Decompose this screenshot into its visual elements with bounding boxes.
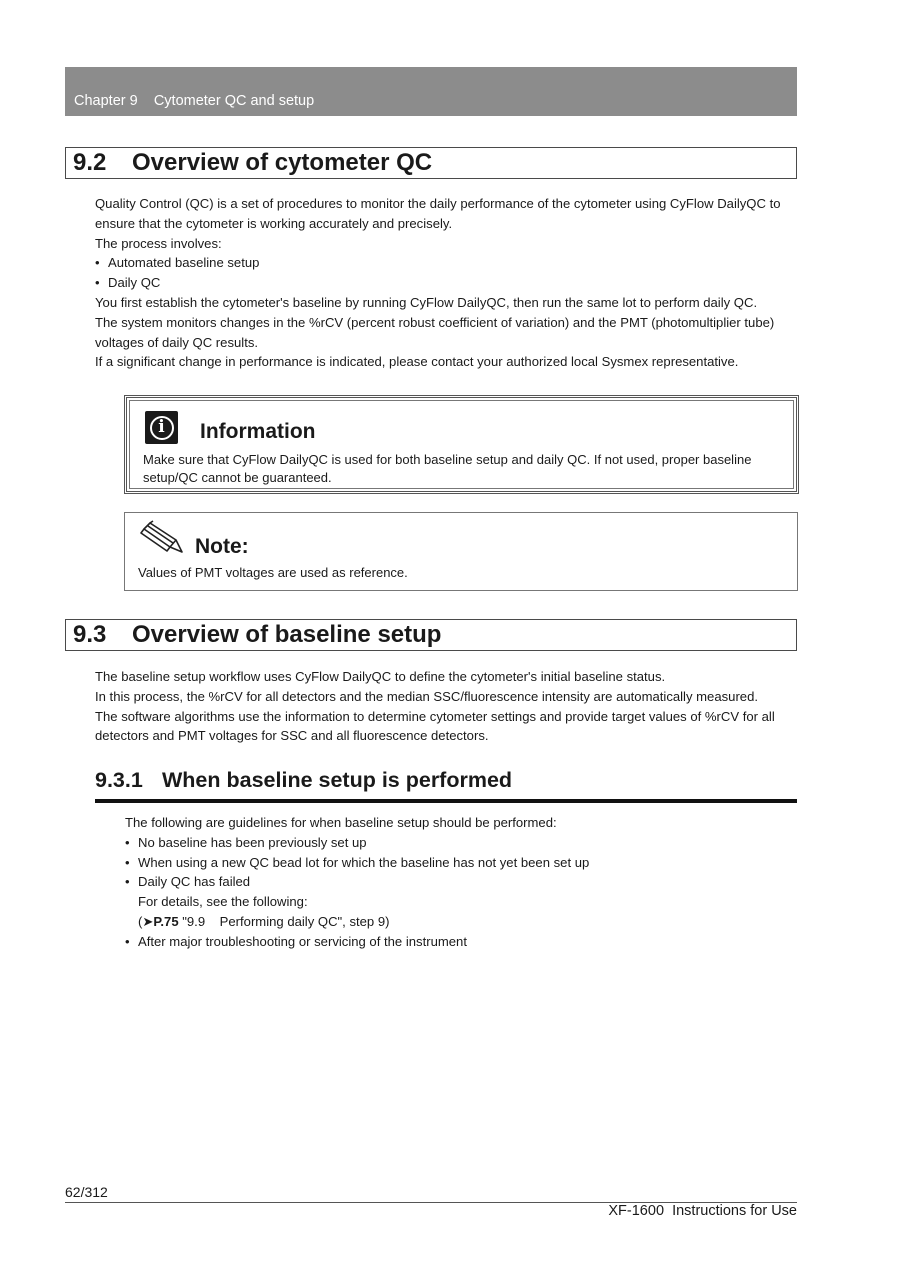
paragraph: The software algorithms use the information to determine cytometer settings and provide target values of %rCV for all detectors and PMT voltages for SSC and all fluorescence detectors. <box>95 708 775 744</box>
note-box <box>124 512 798 591</box>
paragraph: In this process, the %rCV for all detectors and the median SSC/fluorescence intensity are automatically measured. <box>95 688 759 704</box>
section-title: Overview of baseline setup <box>132 621 442 648</box>
subsection-rule <box>95 799 797 803</box>
section-9-2-heading <box>65 147 797 179</box>
chapter-heading: Chapter 9 Cytometer QC and setup <box>74 93 315 109</box>
page-number: 62/312 <box>65 1184 108 1200</box>
pencil-icon <box>140 520 186 556</box>
information-text: Make sure that CyFlow DailyQC is used for both baseline setup and daily QC. If not used, proper baseline setup/QC cannot be guaranteed. <box>143 452 752 485</box>
information-title: Information <box>200 420 316 443</box>
paragraph: Quality Control (QC) is a set of procedures to monitor the daily performance of the cytometer using CyFlow DailyQC to ensure that the cytometer is working accurately and precisely. <box>95 196 781 231</box>
section-number: 9.2 <box>73 149 107 176</box>
detail-intro: For details, see the following: <box>138 894 308 910</box>
paragraph: The system monitors changes in the %rCV (percent robust coefficient of variation) and the PMT (photomultiplier tube) voltages of daily QC results. <box>95 314 775 350</box>
paragraph: You first establish the cytometer's baseline by running CyFlow DailyQC, then run the same lot to perform daily QC. <box>95 294 758 310</box>
subsection-9-3-1-heading <box>95 768 513 793</box>
subsection-number: 9.3.1 <box>95 768 143 792</box>
cross-reference: (➤P.75 "9.9 Performing daily QC", step 9) <box>138 913 390 929</box>
subsection-title: When baseline setup is performed <box>162 768 513 792</box>
note-title: Note: <box>195 535 249 558</box>
list-item: • When using a new QC bead lot for which the baseline has not yet been set up <box>125 854 590 870</box>
section-9-3-heading <box>65 619 797 651</box>
section-number: 9.3 <box>73 621 107 648</box>
list-item: • No baseline has been previously set up <box>125 834 367 850</box>
paragraph: The following are guidelines for when baseline setup should be performed: <box>125 815 557 830</box>
subsection-9-3-1-body <box>125 813 797 952</box>
list-item: • Daily QC has failed <box>125 874 251 890</box>
section-9-2-body <box>95 194 800 372</box>
chapter-header-bar <box>65 67 797 116</box>
note-text: Values of PMT voltages are used as reference. <box>138 565 408 580</box>
reference-arrow-icon: ➤ <box>142 913 154 929</box>
information-box <box>124 395 799 494</box>
list-item: • Daily QC <box>95 275 161 291</box>
section-9-3-body <box>95 667 800 746</box>
reference-link[interactable]: P.75 <box>153 913 179 929</box>
list-item: • Automated baseline setup <box>95 255 260 271</box>
paragraph: The baseline setup workflow uses CyFlow DailyQC to define the cytometer's initial baseline status. <box>95 669 666 684</box>
footer-document-title: XF-1600 Instructions for Use <box>608 1203 797 1219</box>
list-item: • After major troubleshooting or servicing of the instrument <box>125 933 467 949</box>
section-title: Overview of cytometer QC <box>132 149 433 176</box>
information-icon: i <box>145 411 178 444</box>
paragraph: If a significant change in performance is indicated, please contact your authorized local Sysmex representative. <box>95 354 739 370</box>
paragraph: The process involves: <box>95 235 222 251</box>
